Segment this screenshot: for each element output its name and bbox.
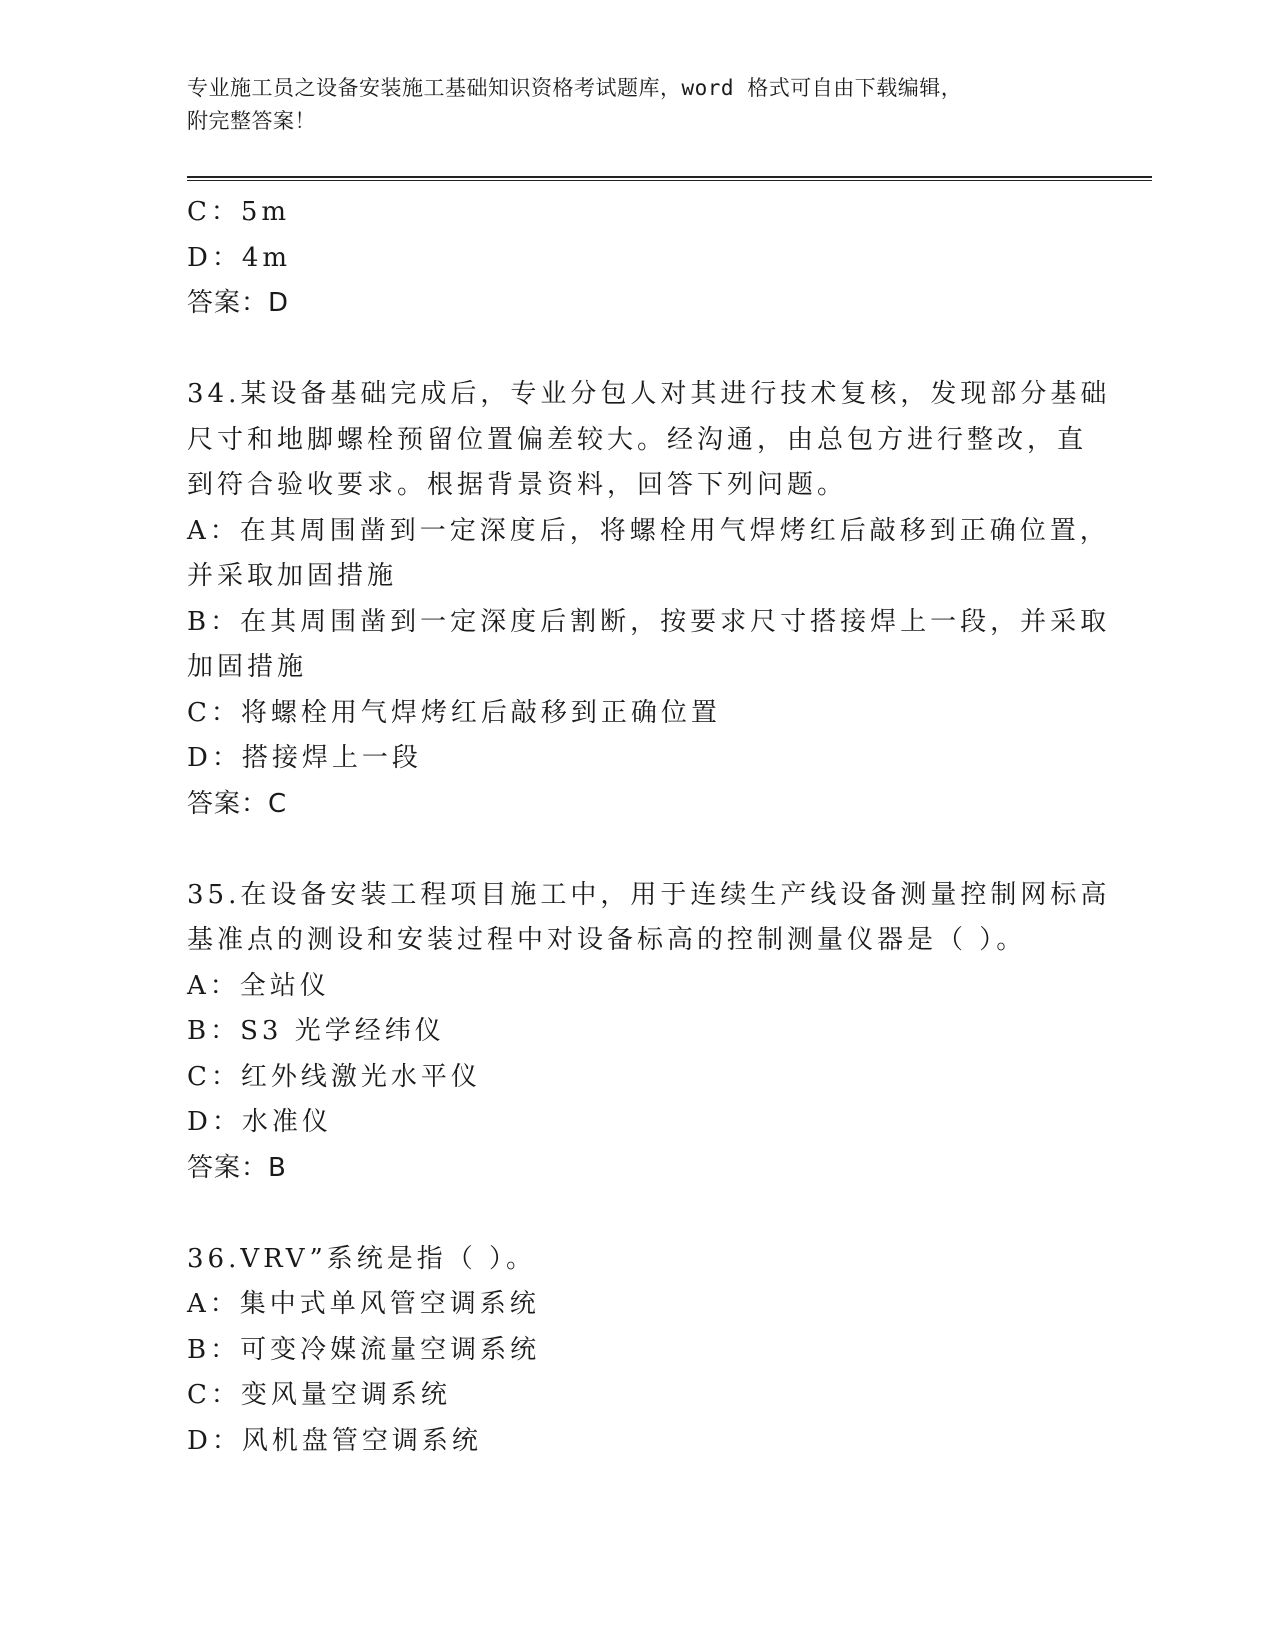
q36-option-b: B：可变冷媒流量空调系统 (187, 1334, 541, 1365)
q34-option-d: D：搭接焊上一段 (187, 743, 422, 773)
q33-answer: 答案：D (187, 288, 290, 318)
spacer (187, 827, 1087, 873)
spacer (187, 327, 1087, 373)
q35-stem-line-2: 基准点的测设和安装过程中对设备标高的控制测量仪器是（ ）。 (187, 925, 1027, 955)
q35-option-b: B：S3 光学经纬仪 (187, 1016, 445, 1046)
q36-option-c: C：变风量空调系统 (187, 1380, 451, 1410)
header-line-2: 附完整答案！ (187, 109, 316, 133)
header-line-1: 专业施工员之设备安装施工基础知识资格考试题库，word 格式可自由下载编辑， (187, 76, 963, 100)
q34-option-a-line-1: A：在其周围凿到一定深度后，将螺栓用气焊烤红后敲移到正确位置， (187, 515, 1110, 546)
q36-option-a: A：集中式单风管空调系统 (187, 1289, 540, 1319)
q34-option-b-line-2: 加固措施 (187, 652, 308, 682)
q34-option-a-line-2: 并采取加固措施 (187, 561, 398, 591)
q34-answer: 答案：C (187, 788, 288, 819)
q34-stem-line-2: 尺寸和地脚螺栓预留位置偏差较大。经沟通，由总包方进行整改，直 (187, 424, 1088, 455)
q34-option-c: C：将螺栓用气焊烤红后敲移到正确位置 (187, 697, 721, 728)
document-header (187, 72, 1087, 138)
q36-stem: 36.VRV”系统是指（ ）。 (187, 1243, 537, 1274)
q33-option-d: D：4m (187, 242, 292, 273)
q33-option-c: C：5m (187, 197, 291, 227)
q35-stem-line-1: 35.在设备安装工程项目施工中，用于连续生产线设备测量控制网标高 (187, 879, 1111, 910)
q35-option-a: A：全站仪 (187, 970, 330, 1001)
question-content (187, 190, 1111, 1464)
q34-stem-line-3: 到符合验收要求。根据背景资料，回答下列问题。 (187, 470, 848, 500)
q35-option-d: D：水准仪 (187, 1107, 332, 1137)
q34-stem-line-1: 34.某设备基础完成后，专业分包人对其进行技术复核，发现部分基础 (187, 379, 1111, 409)
q34-option-b-line-1: B：在其周围凿到一定深度后割断，按要求尺寸搭接焊上一段，并采取 (187, 606, 1111, 637)
q35-answer: 答案：B (187, 1152, 287, 1183)
spacer (187, 1191, 1087, 1237)
q36-option-d: D：风机盘管空调系统 (187, 1425, 482, 1456)
q35-option-c: C：红外线激光水平仪 (187, 1061, 481, 1092)
header-divider (187, 176, 1152, 181)
